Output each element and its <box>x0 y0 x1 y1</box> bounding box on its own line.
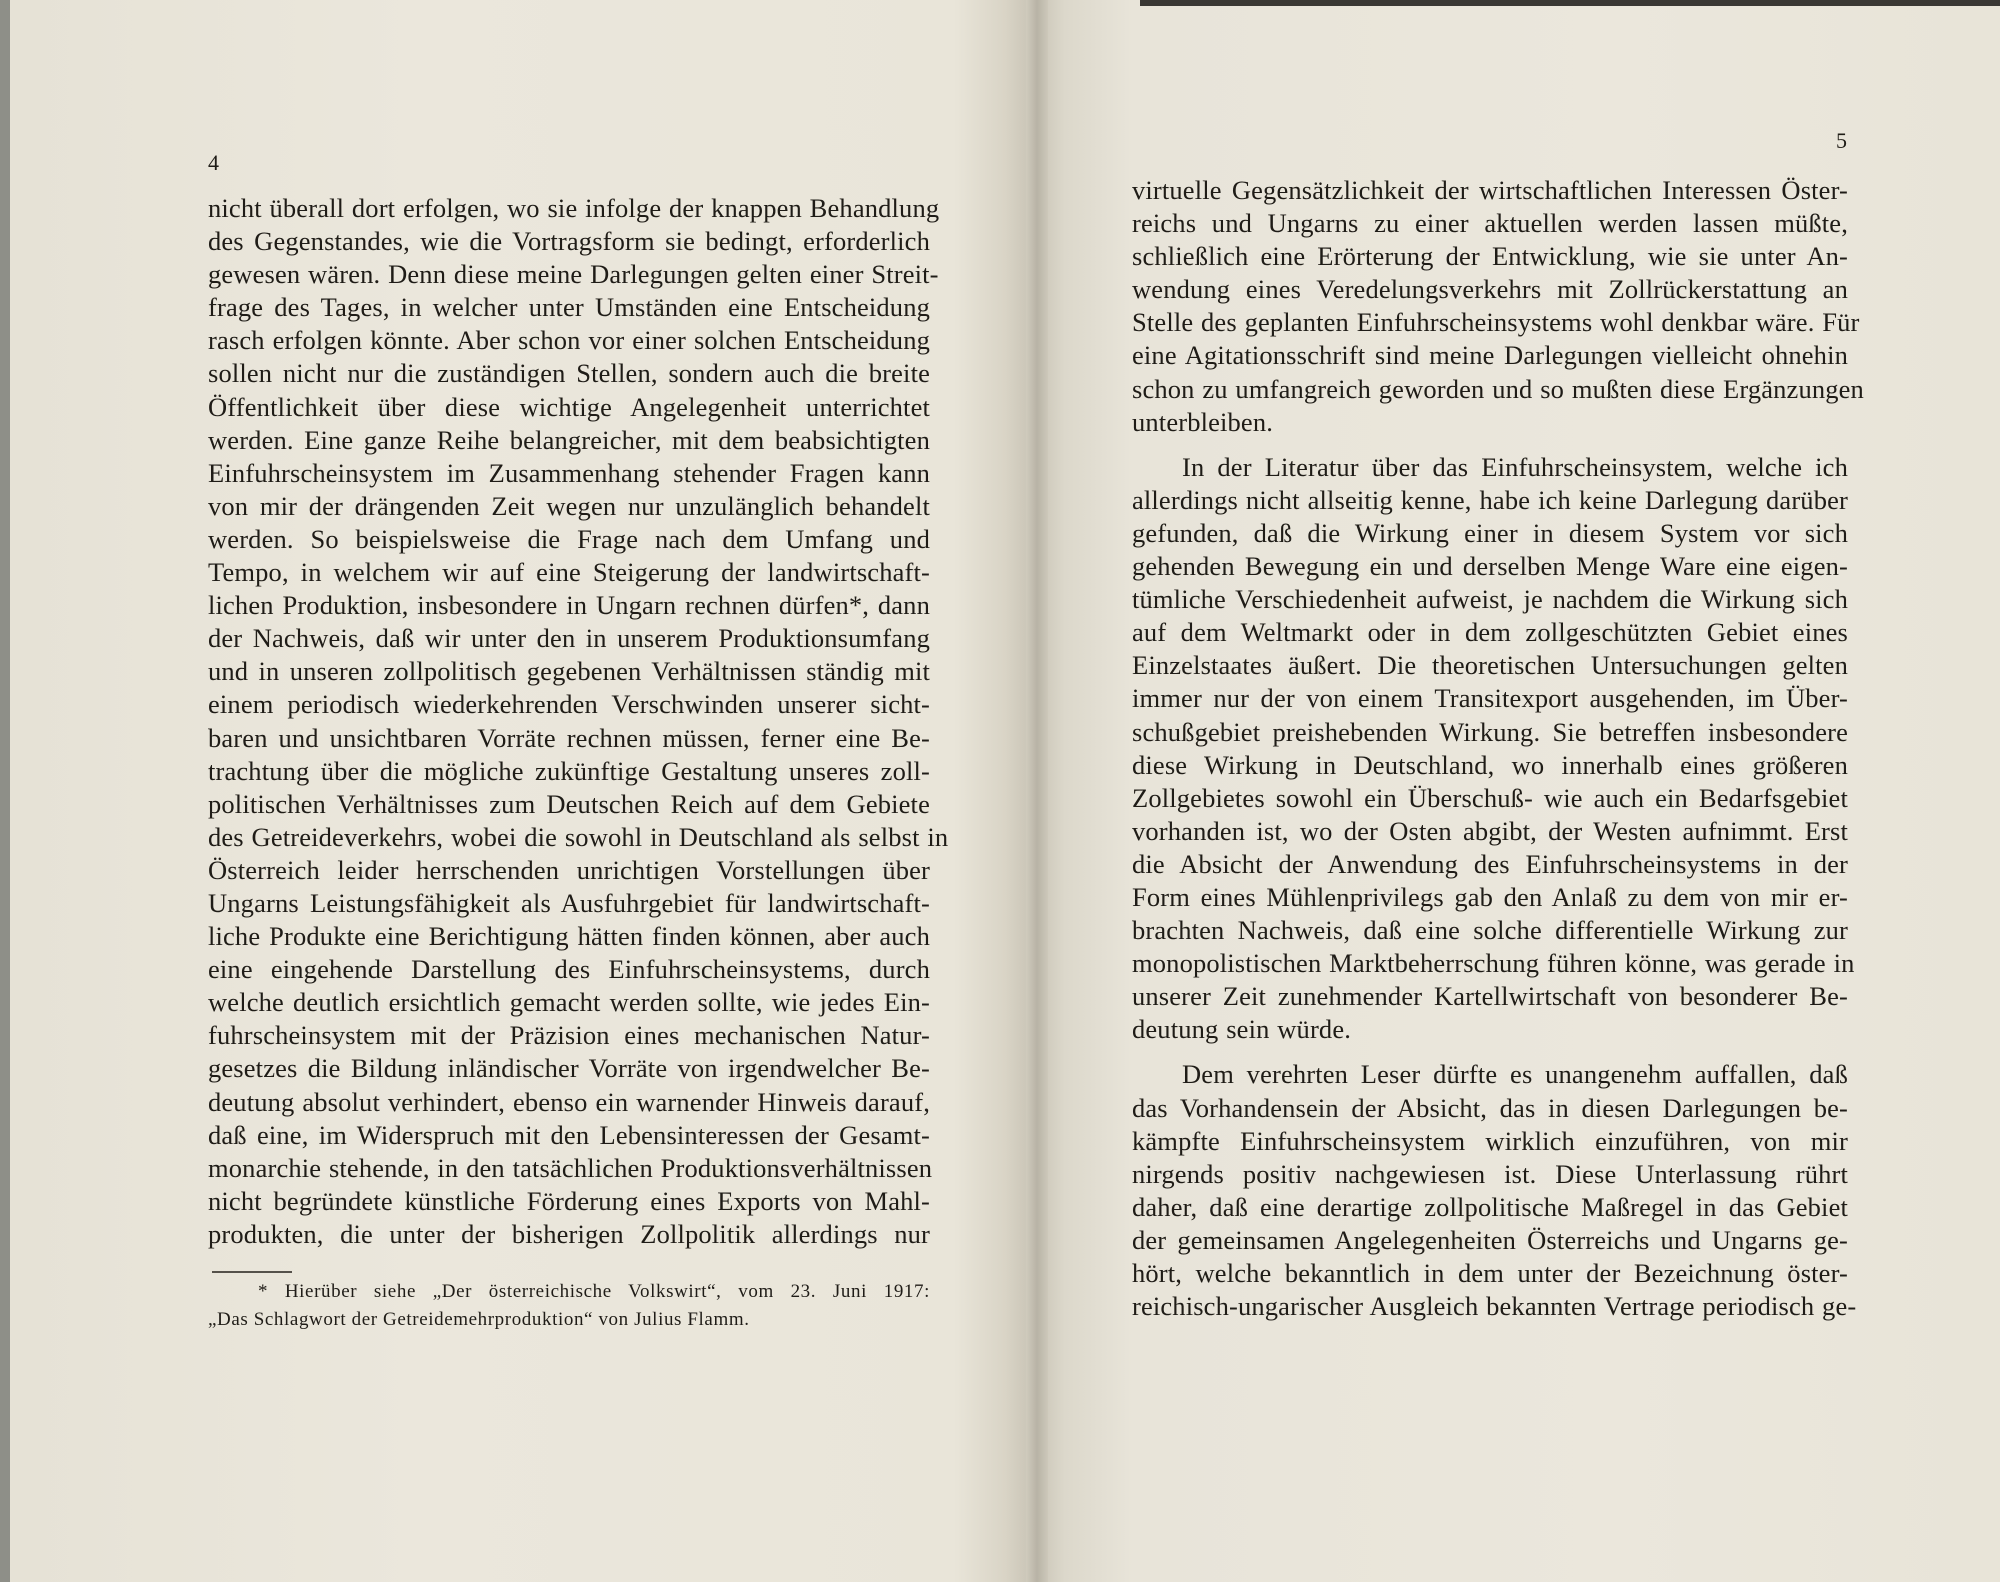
text-line: auf dem Weltmarkt oder in dem zollgeschützten Gebiet eines <box>1132 617 1848 648</box>
text-line: Zollgebietes sowohl ein Überschuß- wie auch ein Bedarfsgebiet <box>1132 782 1848 813</box>
text-line: reichisch-ungarischer Ausgleich bekannten Vertrage periodisch ge- <box>1132 1291 1857 1322</box>
text-line: wendung eines Veredelungsverkehrs mit Zollrückerstattung an <box>1132 274 1848 305</box>
text-line: daß eine, im Widerspruch mit den Lebensinteressen der Gesamt- <box>208 1119 930 1150</box>
text-line: und in unseren zollpolitisch gegebenen Verhältnissen ständig mit <box>208 656 930 687</box>
text-line: gewesen wären. Denn diese meine Darlegungen gelten einer Streit- <box>208 259 939 290</box>
text-line: produkten, die unter der bisherigen Zollpolitik allerdings nur <box>208 1218 930 1249</box>
text-line: tümliche Verschiedenheit aufweist, je nachdem die Wirkung sich <box>1132 584 1848 615</box>
text-line: * Hierüber siehe „Der österreichische Volkswirt“, vom 23. Juni 1917: <box>258 1281 930 1302</box>
text-line: deutung absolut verhindert, ebenso ein warnender Hinweis darauf, <box>208 1086 930 1117</box>
text-line: hört, welche bekanntlich in dem unter der Bezeichnung öster- <box>1132 1258 1848 1288</box>
text-line: schon zu umfangreich geworden und so mußten diese Ergänzungen <box>1132 373 1864 404</box>
text-line: fuhrscheinsystem mit der Präzision eines mechanischen Natur- <box>208 1020 930 1051</box>
text-line: Form eines Mühlenprivilegs gab den Anlaß zu dem von mir er- <box>1132 881 1848 912</box>
text-line: gefunden, daß die Wirkung einer in diesem System vor sich <box>1132 517 1848 548</box>
text-line: Einzelstaates äußert. Die theoretischen Untersuchungen gelten <box>1132 650 1848 681</box>
page-number-left: 4 <box>208 150 219 175</box>
top-edge-line <box>1140 0 2000 6</box>
text-line: trachtung über die mögliche zukünftige Gestaltung unseres zoll- <box>208 755 930 786</box>
text-line: das Vorhandensein der Absicht, das in diesen Darlegungen be- <box>1132 1092 1848 1123</box>
text-line: kämpfte Einfuhrscheinsystem wirklich einzuführen, von mir <box>1132 1125 1848 1156</box>
text-line: Öffentlichkeit über diese wichtige Angelegenheit unterrichtet <box>208 391 930 422</box>
book-gutter <box>1026 0 1048 1582</box>
text-line: unterbleiben. <box>1132 406 1274 437</box>
text-line: unserer Zeit zunehmender Kartellwirtschaft von besonderer Be- <box>1132 981 1848 1012</box>
text-line: Stelle des geplanten Einfuhrscheinsystems wohl denkbar wäre. Für <box>1132 307 1860 338</box>
text-line: eine Agitationsschrift sind meine Darlegungen vielleicht ohnehin <box>1132 340 1848 371</box>
text-line: sollen nicht nur die zuständigen Stellen, sondern auch die breite <box>208 358 930 389</box>
text-line: werden. Eine ganze Reihe belangreicher, mit dem beabsichtigten <box>208 424 930 455</box>
text-line: schließlich eine Erörterung der Entwicklung, wie sie unter An- <box>1132 241 1848 272</box>
text-line: virtuelle Gegensätzlichkeit der wirtschaftlichen Interessen Öster- <box>1132 175 1848 205</box>
paragraph-gap <box>1132 1046 1848 1058</box>
text-line: rasch erfolgen könnte. Aber schon vor einer solchen Entscheidung <box>208 325 930 356</box>
left-page-body <box>208 192 949 1251</box>
text-line: vorhanden ist, wo der Osten abgibt, der Westen aufnimmt. Erst <box>1132 815 1848 846</box>
text-line: nirgends positiv nachgewiesen ist. Diese Unterlassung rührt <box>1132 1158 1848 1189</box>
text-line: der gemeinsamen Angelegenheiten Österreichs und Ungarns ge- <box>1132 1224 1848 1255</box>
text-line: In der Literatur über das Einfuhrscheinsystem, welche ich <box>1182 451 1848 482</box>
text-line: eine eingehende Darstellung des Einfuhrscheinsystems, durch <box>208 954 930 985</box>
text-line: gehenden Bewegung ein und derselben Menge Ware eine eigen- <box>1132 551 1848 582</box>
text-line: monarchie stehende, in den tatsächlichen Produktionsverhältnissen <box>208 1152 933 1183</box>
text-line: lichen Produktion, insbesondere in Ungarn rechnen dürfen*, dann <box>208 590 930 621</box>
text-line: von mir der drängenden Zeit wegen nur unzulänglich behandelt <box>208 490 930 521</box>
text-line: deutung sein würde. <box>1132 1014 1352 1045</box>
text-line: einem periodisch wiederkehrenden Verschwinden unserer sicht- <box>208 689 930 720</box>
text-line: des Getreideverkehrs, wobei die sowohl in Deutschland als selbst in <box>208 821 949 852</box>
right-page-body <box>1132 174 1864 1323</box>
paragraph-gap <box>1132 439 1848 451</box>
text-line: frage des Tages, in welcher unter Umständen eine Entscheidung <box>208 292 930 323</box>
text-line: der Nachweis, daß wir unter den in unserem Produktionsumfang <box>208 623 930 654</box>
text-line: baren und unsichtbaren Vorräte rechnen müssen, ferner eine Be- <box>208 722 930 753</box>
text-line: die Absicht der Anwendung des Einfuhrscheinsystems in der <box>1132 848 1848 879</box>
footnote-rule <box>212 1271 292 1273</box>
text-line: Einfuhrscheinsystem im Zusammenhang stehender Fragen kann <box>208 457 930 488</box>
text-line: „Das Schlagwort der Getreidemehrproduktion“ von Julius Flamm. <box>208 1309 750 1330</box>
text-line: werden. So beispielsweise die Frage nach dem Umfang und <box>208 523 930 554</box>
text-line: brachten Nachweis, daß eine solche differentielle Wirkung zur <box>1132 915 1848 946</box>
text-line: schußgebiet preishebenden Wirkung. Sie betreffen insbesondere <box>1132 716 1848 747</box>
text-line: diese Wirkung in Deutschland, wo innerhalb eines größeren <box>1132 749 1848 780</box>
text-line: Österreich leider herrschenden unrichtigen Vorstellungen über <box>208 854 930 885</box>
text-line: gesetzes die Bildung inländischer Vorräte von irgendwelcher Be- <box>208 1053 930 1084</box>
text-line: Ungarns Leistungsfähigkeit als Ausfuhrgebiet für landwirtschaft- <box>208 887 930 918</box>
text-line: politischen Verhältnisses zum Deutschen Reich auf dem Gebiete <box>208 788 930 819</box>
text-line: nicht überall dort erfolgen, wo sie infolge der knappen Behandlung <box>208 193 940 223</box>
text-line: Dem verehrten Leser dürfte es unangenehm auffallen, daß <box>1182 1059 1848 1090</box>
text-line: reichs und Ungarns zu einer aktuellen werden lassen müßte, <box>1132 208 1848 239</box>
text-line: Tempo, in welchem wir auf eine Steigerung der landwirtschaft- <box>208 557 930 588</box>
text-line: daher, daß eine derartige zollpolitische Maßregel in das Gebiet <box>1132 1191 1848 1222</box>
text-line: allerdings nicht allseitig kenne, habe ich keine Darlegung darüber <box>1132 484 1848 515</box>
text-line: nicht begründete künstliche Förderung eines Exports von Mahl- <box>208 1185 930 1216</box>
text-line: des Gegenstandes, wie die Vortragsform sie bedingt, erforderlich <box>208 226 930 257</box>
text-line: monopolistischen Marktbeherrschung führen könne, was gerade in <box>1132 948 1855 979</box>
text-line: immer nur der von einem Transitexport ausgehenden, im Über- <box>1132 683 1848 714</box>
text-line: liche Produkte eine Berichtigung hätten finden können, aber auch <box>208 921 930 952</box>
page-number-right: 5 <box>1836 128 1847 153</box>
footnote <box>208 1278 930 1334</box>
text-line: welche deutlich ersichtlich gemacht werden sollte, wie jedes Ein- <box>208 987 930 1018</box>
